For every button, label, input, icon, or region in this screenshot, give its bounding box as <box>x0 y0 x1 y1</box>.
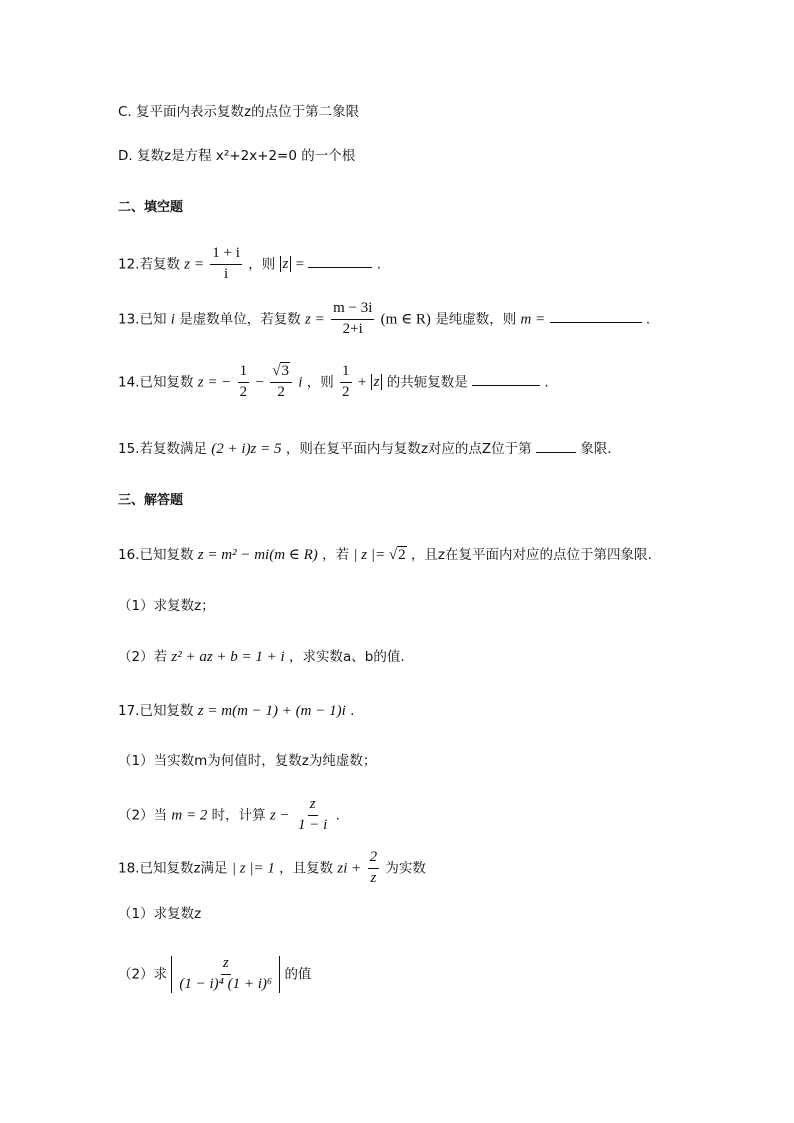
q13-numerator: m − 3i <box>331 301 374 320</box>
question-13 <box>118 301 650 338</box>
question-17 <box>118 704 354 719</box>
section-heading-solutions: 三、解答题 <box>118 493 184 508</box>
option-c: C. 复平面内表示复数z的点位于第二象限 <box>118 104 360 120</box>
sqrt-sign-icon: √ <box>388 547 398 563</box>
section-heading-fill-in: 二、填空题 <box>118 200 184 215</box>
question-12 <box>118 246 381 283</box>
q13-prefix: 13.已知 <box>118 311 167 328</box>
q13-text1: 是虚数单位，若复数 <box>179 311 301 328</box>
q14-f1-numerator: 1 <box>238 364 250 383</box>
question-18 <box>118 850 426 887</box>
q16-part2-expr: z² + az + b = 1 + i <box>171 649 285 665</box>
q14-f1-denominator: 2 <box>239 383 248 400</box>
q17-part2-numerator: z <box>308 797 318 816</box>
q17-part2-fraction <box>296 797 329 834</box>
q13-denominator: 2+i <box>342 320 363 337</box>
q18-part-1: （1）求复数z <box>118 906 202 922</box>
q17-expr: z = m(m − 1) + (m − 1)i <box>197 703 346 719</box>
q18-expr: zi + <box>337 860 362 877</box>
q17-part2-lhs: z − <box>269 807 290 824</box>
q14-fraction-1 <box>238 364 250 401</box>
q14-abs-z: z <box>371 374 383 390</box>
question-15 <box>118 440 612 457</box>
q12-equals: = <box>295 256 305 273</box>
q18-part2-prefix: （2）求 <box>118 966 168 983</box>
q13-condition: (m ∈ R) <box>380 311 431 328</box>
q13-i: i <box>170 311 175 328</box>
q16-radicand: 2 <box>398 547 406 563</box>
q17-part2-end: . <box>335 807 340 824</box>
q14-end: . <box>544 374 549 391</box>
q14-plus: + <box>357 374 367 391</box>
q14-text1: ，则 <box>306 374 334 391</box>
q18-part-2 <box>118 956 311 993</box>
q13-text2: 是纯虚数，则 <box>435 311 517 328</box>
q14-lhs: z = − <box>197 374 232 391</box>
question-14 <box>118 364 549 401</box>
q14-minus: − <box>255 374 264 391</box>
q12-middle: ，则 <box>248 256 276 273</box>
q16-part-2 <box>118 650 405 665</box>
q17-prefix: 17.已知复数 <box>118 703 194 719</box>
q14-f3-denominator: 2 <box>342 383 350 400</box>
q14-fraction-3 <box>340 364 352 401</box>
q13-rhs: m = <box>520 311 546 328</box>
q14-i: i <box>298 374 303 391</box>
q14-prefix: 14.已知复数 <box>118 374 194 391</box>
q16-part-1: （1）求复数z； <box>118 598 215 614</box>
q17-part2-cond: m = 2 <box>171 807 208 824</box>
q17-part-1: （1）当实数m为何值时，复数z为纯虚数； <box>118 753 377 769</box>
q13-end: . <box>645 311 651 328</box>
q12-abs-z: z <box>280 256 292 272</box>
q18-part2-fraction <box>177 956 274 993</box>
question-16 <box>118 548 652 563</box>
q16-part2-prefix: （2）若 <box>118 649 168 665</box>
q14-fraction-2 <box>270 364 292 401</box>
q16-expr: z = m² − mi(m ∈ R) <box>197 547 318 563</box>
q17-part2-prefix: （2）当 <box>118 807 168 824</box>
option-d: D. 复数z是方程 x²+2x+2=0 的一个根 <box>118 148 356 164</box>
q12-lhs: z = <box>184 256 204 273</box>
q18-abs: | z |= 1 <box>231 860 275 877</box>
q18-part2-numerator: z <box>221 956 231 975</box>
q14-f2-radicand: 3 <box>281 363 289 379</box>
q14-f2-numerator <box>270 364 292 383</box>
q12-end: . <box>376 256 382 273</box>
q16-prefix: 16.已知复数 <box>118 547 194 563</box>
q18-numerator: 2 <box>368 850 380 869</box>
q13-fraction <box>331 301 374 338</box>
q15-prefix: 15.若复数满足 <box>118 441 207 457</box>
q12-answer-blank[interactable] <box>308 255 372 268</box>
sqrt-sign-icon: √ <box>272 363 281 379</box>
q18-part2-denominator: (1 − i)⁴ (1 + i)⁶ <box>179 975 273 992</box>
q14-f2-denominator: 2 <box>277 383 285 400</box>
q18-part2-text: 的值 <box>284 966 312 983</box>
q13-lhs: z = <box>305 311 325 328</box>
q17-end: . <box>350 703 355 719</box>
q12-fraction <box>210 246 242 283</box>
q15-text1: ，则在复平面内与复数z对应的点Z位于第 <box>285 441 532 457</box>
q14-f3-numerator: 1 <box>340 364 352 383</box>
q17-part-2 <box>118 797 340 834</box>
q12-prefix: 12.若复数 <box>118 256 180 273</box>
q16-text2: ，且z在复平面内对应的点位于第四象限. <box>410 547 652 563</box>
q18-denominator: z <box>370 869 377 886</box>
q15-expr: (2 + i)z = 5 <box>211 441 282 457</box>
q16-abs: | z |= <box>353 547 389 563</box>
q18-text1: ，且复数 <box>279 860 334 877</box>
q13-answer-blank[interactable] <box>550 310 642 323</box>
q16-part2-text: ，求实数a、b的值. <box>289 649 405 665</box>
q18-part2-abs <box>171 956 280 993</box>
q12-numerator: 1 + i <box>210 246 242 265</box>
q18-fraction <box>368 850 380 887</box>
q12-denominator: i <box>224 265 229 282</box>
q14-answer-blank[interactable] <box>472 373 540 386</box>
q15-answer-blank[interactable] <box>536 440 576 453</box>
q16-text1: ，若 <box>322 547 350 563</box>
q14-text2: 的共轭复数是 <box>386 374 468 391</box>
q15-text2: 象限. <box>580 441 612 457</box>
q17-part2-text: 时，计算 <box>211 807 266 824</box>
q17-part2-denominator: 1 − i <box>297 816 328 833</box>
q18-text2: 为实数 <box>385 860 426 877</box>
q18-prefix: 18.已知复数z满足 <box>118 860 228 877</box>
